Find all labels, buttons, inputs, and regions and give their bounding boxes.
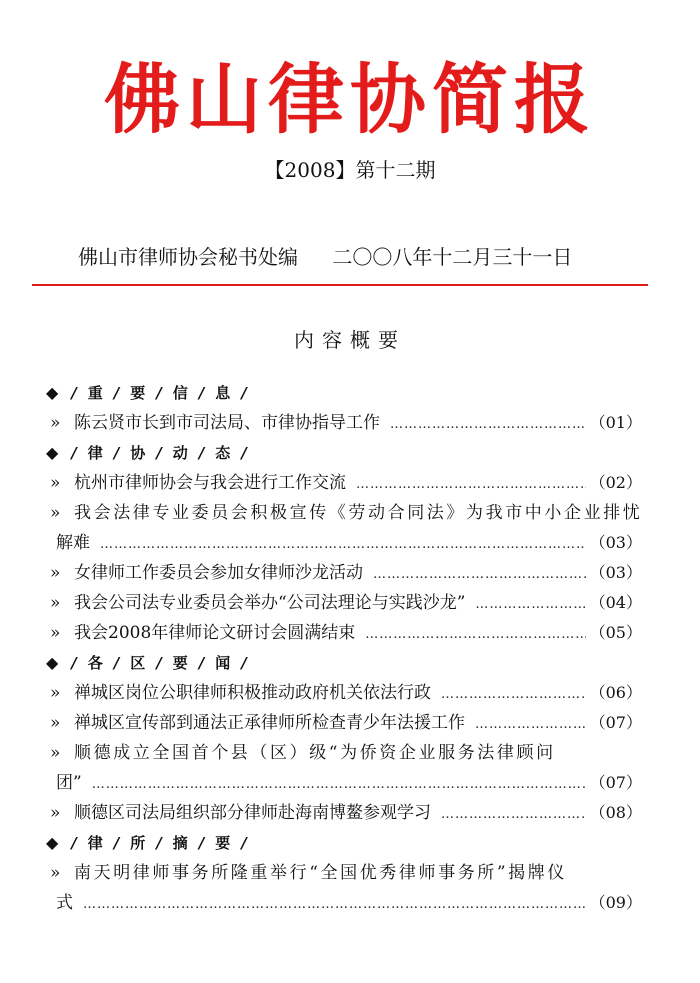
publish-date: 二〇〇八年十二月三十一日 bbox=[332, 245, 573, 269]
slash-separator: / bbox=[198, 384, 205, 402]
section-heading-char: 动 bbox=[172, 444, 188, 462]
toc-entry bbox=[46, 738, 642, 768]
section-heading-char: 区 bbox=[130, 654, 146, 672]
dot-leader bbox=[100, 530, 586, 560]
toc-entry bbox=[46, 558, 642, 588]
toc-entry-title: 我会公司法专业委员会举办“公司法理论与实践沙龙” bbox=[74, 593, 466, 613]
toc-entry-continuation bbox=[46, 768, 642, 798]
section-heading-char: 要 bbox=[172, 654, 188, 672]
dot-leader bbox=[441, 680, 586, 710]
toc-entry-title: 陈云贤市长到市司法局、市律协指导工作 bbox=[74, 413, 380, 433]
toc-page-number: （04） bbox=[589, 593, 642, 612]
section-heading-char: 重 bbox=[87, 384, 103, 402]
dot-leader bbox=[365, 620, 585, 650]
toc-entry-title-cont: 团” bbox=[56, 773, 82, 793]
section-heading-char: 闻 bbox=[215, 654, 231, 672]
toc-entry bbox=[46, 858, 642, 888]
slash-separator: / bbox=[71, 834, 77, 852]
toc-entry bbox=[46, 678, 642, 708]
slash-separator: / bbox=[71, 444, 77, 462]
toc-entry-title: 禅城区岗位公职律师积极推动政府机关依法行政 bbox=[74, 683, 431, 703]
toc-entry-title: 女律师工作委员会参加女律师沙龙活动 bbox=[74, 563, 363, 583]
slash-separator: / bbox=[198, 654, 205, 672]
section-heading bbox=[46, 828, 642, 858]
toc-entry-continuation bbox=[46, 528, 642, 558]
toc-entry-title: 南天明律师事务所隆重举行“全国优秀律师事务所”揭牌仪 bbox=[74, 863, 567, 883]
slash-separator: / bbox=[156, 384, 162, 402]
section-heading-char: 摘 bbox=[172, 834, 188, 852]
section-heading-char: 所 bbox=[130, 834, 146, 852]
toc-entry bbox=[46, 798, 642, 828]
masthead: 佛山律协简报 bbox=[104, 55, 596, 144]
slash-separator: / bbox=[198, 444, 205, 462]
dot-leader bbox=[441, 800, 586, 830]
chevron-icon: » bbox=[50, 743, 61, 763]
chevron-icon: » bbox=[50, 713, 61, 733]
slash-separator: / bbox=[241, 444, 247, 462]
slash-separator: / bbox=[241, 654, 247, 672]
section-heading-char: 要 bbox=[215, 834, 231, 852]
diamond-icon: ◆ bbox=[46, 443, 59, 462]
toc-page-number: （03） bbox=[589, 563, 642, 582]
table-of-contents bbox=[46, 378, 642, 918]
chevron-icon: » bbox=[50, 623, 61, 643]
diamond-icon: ◆ bbox=[46, 833, 59, 852]
toc-title: 内容概要 bbox=[294, 328, 406, 352]
section-heading-char: 律 bbox=[87, 444, 103, 462]
section-heading-char: 协 bbox=[130, 444, 146, 462]
section-heading bbox=[46, 378, 642, 408]
toc-entry bbox=[46, 588, 642, 618]
toc-entry bbox=[46, 708, 642, 738]
toc-entry-title: 禅城区宣传部到通法正承律师所检查青少年法援工作 bbox=[74, 713, 465, 733]
slash-separator: / bbox=[113, 384, 120, 402]
section-heading bbox=[46, 648, 642, 678]
slash-separator: / bbox=[156, 444, 162, 462]
toc-entry-title-cont: 解难 bbox=[56, 533, 90, 553]
slash-separator: / bbox=[156, 834, 162, 852]
chevron-icon: » bbox=[50, 863, 61, 883]
section-heading bbox=[46, 438, 642, 468]
dot-leader bbox=[356, 470, 586, 500]
slash-separator: / bbox=[113, 834, 120, 852]
slash-separator: / bbox=[113, 444, 120, 462]
slash-separator: / bbox=[241, 834, 247, 852]
section-heading-char: 各 bbox=[87, 654, 103, 672]
chevron-icon: » bbox=[50, 683, 61, 703]
section-heading-char: 信 bbox=[172, 384, 188, 402]
dot-leader bbox=[83, 890, 586, 920]
section-heading-char: 要 bbox=[130, 384, 146, 402]
diamond-icon: ◆ bbox=[46, 383, 59, 402]
dot-leader bbox=[475, 710, 586, 740]
toc-entry bbox=[46, 498, 642, 528]
chevron-icon: » bbox=[50, 503, 61, 523]
toc-page-number: （06） bbox=[589, 683, 642, 702]
toc-entry bbox=[46, 468, 642, 498]
section-heading-char: 息 bbox=[215, 384, 231, 402]
toc-entry-continuation bbox=[46, 888, 642, 918]
toc-page-number: （07） bbox=[589, 773, 642, 792]
dot-leader bbox=[475, 590, 585, 620]
chevron-icon: » bbox=[50, 473, 61, 493]
section-heading-char: 态 bbox=[215, 444, 231, 462]
chevron-icon: » bbox=[50, 803, 61, 823]
toc-page-number: （02） bbox=[589, 473, 642, 492]
slash-separator: / bbox=[156, 654, 162, 672]
editor-line bbox=[78, 243, 638, 271]
toc-entry-title: 杭州市律师协会与我会进行工作交流 bbox=[74, 473, 346, 493]
toc-page-number: （01） bbox=[589, 413, 642, 432]
toc-entry bbox=[46, 618, 642, 648]
chevron-icon: » bbox=[50, 593, 61, 613]
toc-page-number: （09） bbox=[589, 893, 642, 912]
diamond-icon: ◆ bbox=[46, 653, 59, 672]
issue-number: 【2008】第十二期 bbox=[264, 158, 436, 182]
toc-entry-title-cont: 式 bbox=[56, 893, 73, 913]
chevron-icon: » bbox=[50, 413, 61, 433]
dot-leader bbox=[390, 410, 586, 440]
toc-entry-title: 我会2008年律师论文研讨会圆满结束 bbox=[74, 623, 356, 643]
dot-leader bbox=[373, 560, 586, 590]
toc-entry-title: 顺德区司法局组织部分律师赴海南博鳌参观学习 bbox=[74, 803, 431, 823]
slash-separator: / bbox=[113, 654, 120, 672]
toc-page-number: （05） bbox=[589, 623, 642, 642]
toc-page-number: （03） bbox=[589, 533, 642, 552]
toc-entry-title: 顺德成立全国首个县（区）级“为侨资企业服务法律顾问 bbox=[74, 743, 556, 763]
toc-entry-title: 我会法律专业委员会积极宣传《劳动合同法》为我市中小企业排忧 bbox=[74, 503, 643, 523]
editor: 佛山市律师协会秘书处编 bbox=[78, 245, 298, 269]
slash-separator: / bbox=[198, 834, 205, 852]
slash-separator: / bbox=[71, 384, 77, 402]
red-divider bbox=[32, 284, 648, 286]
section-heading-char: 律 bbox=[87, 834, 103, 852]
toc-page-number: （07） bbox=[589, 713, 642, 732]
chevron-icon: » bbox=[50, 563, 61, 583]
toc-page-number: （08） bbox=[589, 803, 642, 822]
slash-separator: / bbox=[71, 654, 77, 672]
toc-entry bbox=[46, 408, 642, 438]
dot-leader bbox=[92, 770, 586, 800]
slash-separator: / bbox=[241, 384, 247, 402]
